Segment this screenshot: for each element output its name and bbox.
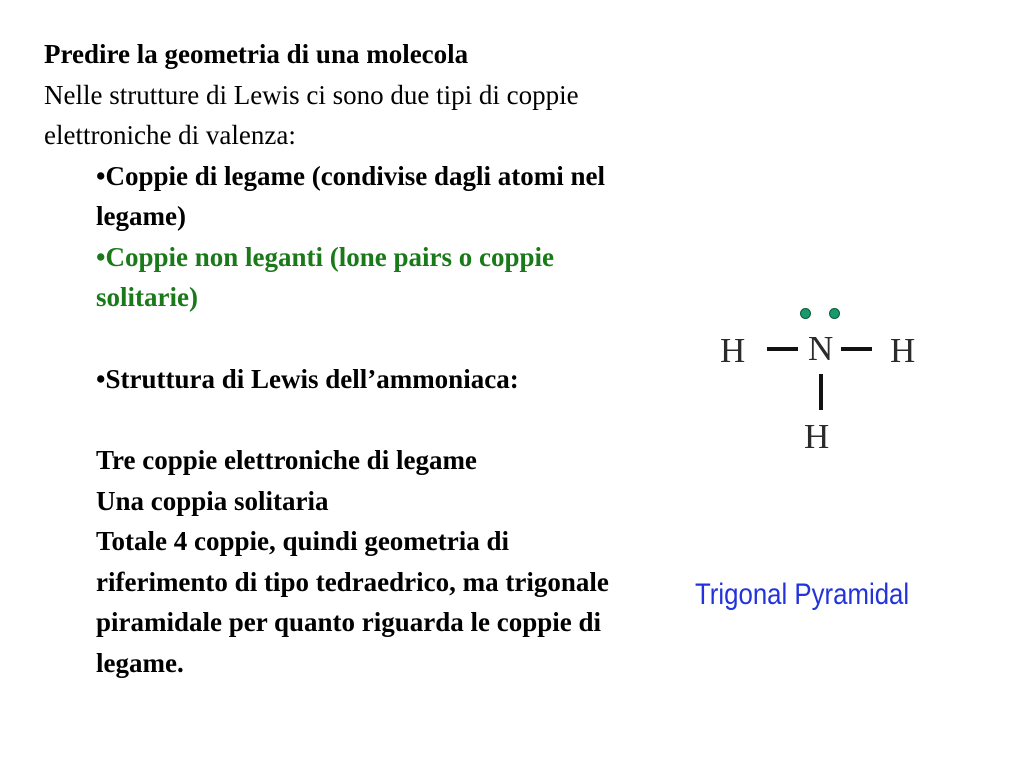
summary-total: Totale 4 coppie, quindi geometria di riferimento di tipo tedraedrico, ma trigonale piramidale per quanto riguarda le coppie di legame. xyxy=(96,526,609,678)
intro-paragraph: Nelle strutture di Lewis ci sono due tipi di coppie elettroniche di valenza: xyxy=(44,79,579,150)
geometry-label: Trigonal Pyramidal xyxy=(695,578,910,611)
ammonia-lewis-structure xyxy=(700,300,960,470)
hydrogen-atom-left: H xyxy=(720,331,746,370)
bond-left xyxy=(767,347,798,351)
summary-lone-pair: Una coppia solitaria xyxy=(96,485,329,516)
bullet-ammonia-lewis: •Struttura di Lewis dell’ammoniaca: xyxy=(96,363,519,394)
bullet-bonding-pairs: •Coppie di legame (condivise dagli atomi nel legame) xyxy=(96,160,605,231)
bullet-lone-pairs: •Coppie non leganti (lone pairs o coppie solitarie) xyxy=(96,241,554,312)
bond-bottom xyxy=(819,374,823,410)
summary-bonding: Tre coppie elettroniche di legame xyxy=(96,445,477,475)
lone-pair-dot-right xyxy=(829,308,840,319)
slide-text xyxy=(44,34,644,683)
slide-title: Predire la geometria di una molecola xyxy=(44,39,469,69)
nitrogen-atom: N xyxy=(808,329,834,368)
hydrogen-atom-bottom: H xyxy=(804,417,830,456)
lone-pair-dot-left xyxy=(800,308,811,319)
hydrogen-atom-right: H xyxy=(890,331,916,370)
bond-right xyxy=(841,347,872,351)
